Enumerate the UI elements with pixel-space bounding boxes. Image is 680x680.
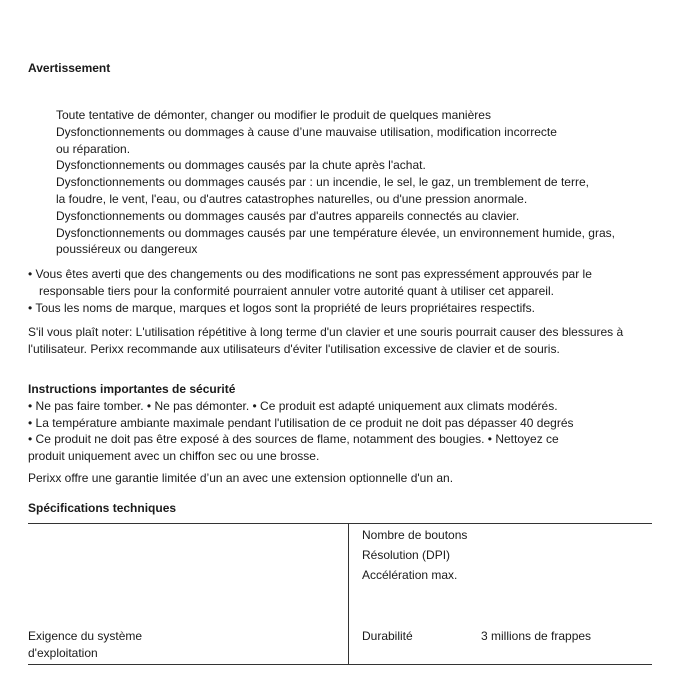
warning-line: Toute tentative de démonter, changer ou modifier le produit de quelques manières (56, 108, 491, 122)
warning-line: Dysfonctionnements ou dommages causés par d'autres appareils connectés au clavier. (56, 208, 520, 223)
spec-durability-value: 3 millions de frappes (481, 629, 592, 643)
warning-line: Dysfonctionnements ou dommages causés par la chute après l'achat. (56, 158, 426, 173)
spec-os-label (28, 628, 142, 661)
warning-line: ou réparation. (56, 141, 131, 156)
safety-line: • Ne pas faire tomber. • Ne pas démonter. • Ce produit est adapté uniquement aux climats modérés. (28, 398, 558, 413)
safety-line: • La température ambiante maximale pendant l'utilisation de ce produit ne doit pas dépasser 40 degrés (28, 415, 574, 430)
safety-title: Instructions importantes de sécurité (28, 382, 236, 396)
table-column-divider (348, 523, 349, 664)
safety-section (28, 381, 648, 465)
safety-line: produit uniquement avec un chiffon sec ou une brosse. (28, 449, 320, 464)
warning-title: Avertissement (28, 61, 111, 75)
spec-durability-label: Durabilité (362, 629, 413, 643)
notice-item: • Vous êtes averti que des changements ou des modifications ne sont pas expressément approuvés par le responsable tiers pour la conformité pourraient annuler votre autorité quant à utiliser cet appareil. (28, 267, 592, 298)
warning-line: Dysfonctionnements ou dommages causés par : un incendie, le sel, le gaz, un tremblement de terre, (56, 175, 589, 190)
spec-os-line2: d'exploitation (28, 645, 98, 660)
spec-buttons-label: Nombre de boutons (362, 528, 468, 542)
notice-item: • Tous les noms de marque, marques et logos sont la propriété de leurs propriétaires respectifs. (28, 300, 535, 315)
warning-line: Dysfonctionnements ou dommages causés par une température élevée, un environnement humide, gras, (56, 225, 615, 240)
spec-os-line1: Exigence du système (28, 629, 143, 643)
table-bottom-rule (28, 664, 652, 665)
table-top-rule (28, 523, 652, 524)
safety-line: • Ce produit ne doit pas être exposé à des sources de flame, notamment des bougies. • Nettoyez ce (28, 432, 559, 447)
notice-list (28, 266, 648, 316)
warning-line: la foudre, le vent, l'eau, ou d'autres catastrophes naturelles, ou d'une pression anormale. (56, 191, 528, 206)
note-paragraph: S'il vous plaît noter: L'utilisation répétitive à long terme d'un clavier et une souris pourrait causer des blessures à l'utilisateur. Perixx recommande aux utilisateurs d'éviter l'utilisation excessive de clavier et de souris. (28, 325, 624, 356)
warning-line: Dysfonctionnements ou dommages à cause d’une mauvaise utilisation, modification incorrecte (56, 124, 557, 139)
warning-list (56, 107, 666, 258)
spec-resolution-label: Résolution (DPI) (362, 548, 451, 562)
warning-line: poussiéreux ou dangereux (56, 242, 198, 257)
warranty-text: Perixx offre une garantie limitée d’un an avec une extension optionnelle d'un an. (28, 471, 454, 485)
specs-title: Spécifications techniques (28, 501, 177, 515)
spec-acceleration-label: Accélération max. (362, 568, 458, 582)
